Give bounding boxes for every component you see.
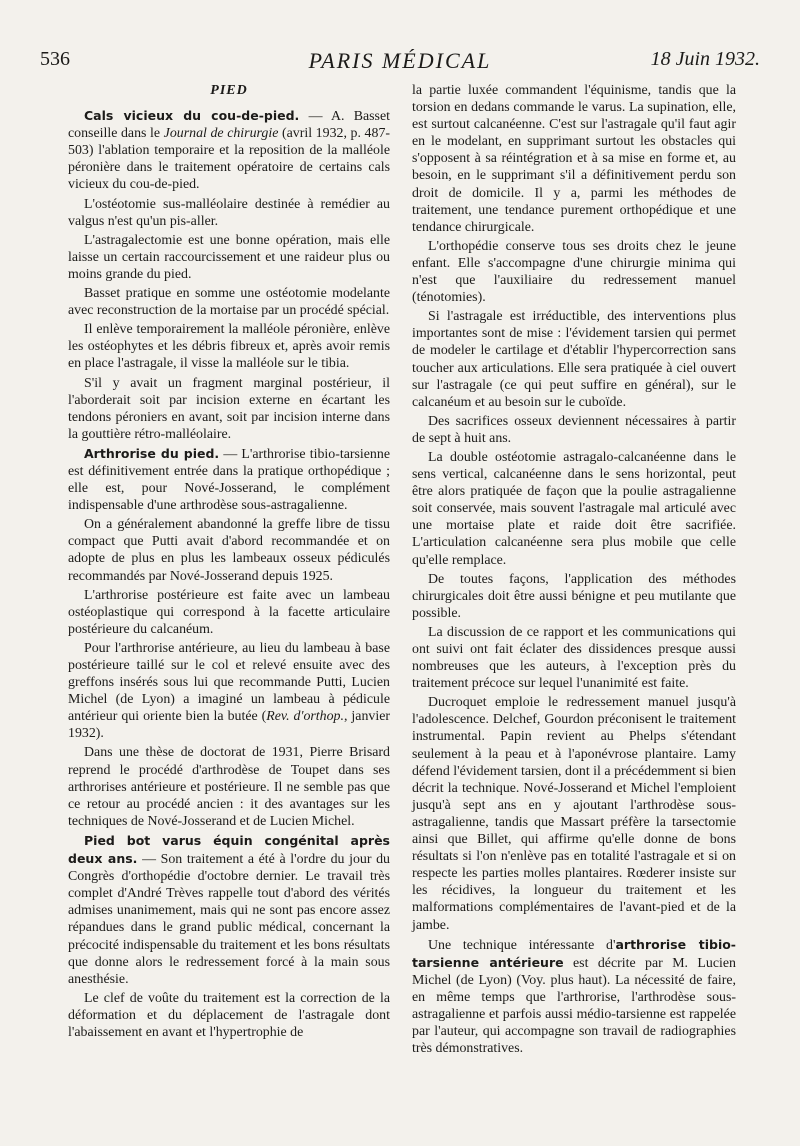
rubric-arthrorise-anterieure: arthrorise tibio-tarsienne antérieure: [412, 936, 736, 970]
paragraph: Des sacrifices osseux deviennent nécessaires à partir de sept à huit ans.: [412, 413, 736, 446]
paragraph: Dans une thèse de doctorat de 1931, Pierre Brisard reprend le procédé d'arthrodèse de Toupet dans ses arthrorises antérieure et postérieure. Il ne semble pas que ce retour au procédé ancien : it des avantages sur les techniques de Nové-Josserand et de Lucien Michel.: [68, 745, 390, 829]
paragraph: La discussion de ce rapport et les communications qui ont suivi ont fait éclater des dissidences presque aussi nombreuses que les auteurs, à l'exception près du traitement précoce sur lequel l'unanimité est faite.: [412, 624, 736, 692]
paragraph: la partie luxée commandent l'équinisme, tandis que la torsion en dedans commande le varus. La supination, elle, est surtout calcanéenne. C'est sur l'astragale qu'il faut agir en le modelant, en supprimant surtout les obstacles qui s'opposent à sa réintégration et à sa mise en forme et, au besoin, en le supprimant s'il a définitivement perdu son droit de domicile. Il y a, parmi les méthodes de traitement, une tendance purement orthopédique et une tendance chirurgicale.: [412, 83, 736, 235]
paragraph: L'ostéotomie sus-malléolaire destinée à remédier au valgus n'est qu'un pis-aller.: [68, 196, 390, 229]
paragraph: La double ostéotomie astragalo-calcanéenne dans le sens vertical, calcanéenne dans le sens horizontal, peut être alors pratiquée de façon que la poulie astragalienne soit conservée, mais souvent l'astragale mal articulé avec une mortaise plate et raide doit être sacrifiée. L'articulation calcanéenne sera plus mobile que celle qu'elle remplace.: [412, 449, 736, 568]
paragraph-text: — Son traitement a été à l'ordre du jour du Congrès d'orthopédie d'octobre dernier. Le travail très complet d'André Trèves rappelle tout d'abord des vérités admises unanimement, mais qui ne sont pas encore assez répandues dans le grand public médical, concernant la précocité indispensable du traitement et les bons résultats que donne alors le redressement forcé à la main sous anesthésie.: [68, 852, 391, 987]
paragraph-text: Pour l'arthrorise antérieure, au lieu du lambeau à base postérieure taillé sur le col et relevé ensuite avec des greffons insérés sous lui que recommande Putti, Lucien Michel (de Lyon) a imaginé un lambeau à pédicule antérieur qui oriente bien la butée (: [68, 640, 390, 725]
paragraph-text: Une technique intéressante d': [428, 937, 616, 953]
right-column: [412, 82, 736, 1057]
rubric-cals-vicieux: Cals vicieux du cou-de-pied.: [84, 108, 300, 124]
paragraph-arthrorise: [68, 445, 390, 514]
paragraph-text: — L'arthrorise tibio-tarsienne est définitivement entrée dans la pratique orthopédique ; elle est, pour Nové-Josserand, le complément indispensable d'une arthrodèse sous-astragalienne.: [68, 446, 390, 514]
rubric-pied-bot: Pied bot varus équin congénital après deux ans.: [68, 832, 390, 867]
paragraph-text: — A. Basset conseille dans le: [68, 109, 390, 142]
paragraph: Si l'astragale est irréductible, des interventions plus importantes sont de mise : l'évidement tarsien qui permet de modeler le cartilage et d'établir l'hypercorrection sans toucher aux articulations. Elle sera pratiquée à ciel ouvert sur l'astragale (ce qui peut suffire en général), sur le calcanéum et au besoin sur le cuboïde.: [412, 309, 736, 410]
paragraph-text: (avril 1932, p. 487-503) l'ablation temporaire et la reposition de la malléole péronière dans le traitement opératoire de certains cals vicieux du cou-de-pied.: [68, 126, 391, 193]
paragraph-cals-vicieux: [68, 107, 390, 193]
journal-reference: Rev. d'orthop.: [266, 709, 344, 725]
paragraph: Le clef de voûte du traitement est la correction de la déformation et du déplacement de l'astragale dont l'abaissement en avant et l'hypertrophie de: [68, 990, 390, 1040]
paragraph: L'orthopédie conserve tous ses droits chez le jeune enfant. Elle s'accompagne d'une chirurgie minima qui n'est que l'auxiliaire du redressement manuel (ténotomies).: [412, 238, 736, 306]
journal-reference: Journal de chirurgie: [163, 126, 279, 142]
paragraph: Basset pratique en somme une ostéotomie modelante avec reconstruction de la mortaise par un procédé spécial.: [68, 286, 390, 319]
paragraph: S'il y avait un fragment marginal postérieur, il l'aborderait soit par incision externe en écartant les tendons péroniers en avant, soit par incision interne dans la gouttière rétro-malléolaire.: [68, 375, 390, 442]
issue-date: 18 Juin 1932.: [650, 48, 760, 70]
paragraph: Ducroquet emploie le redressement manuel jusqu'à l'adolescence. Delchef, Gourdon préconisent le traitement instrumental. Papin revient au Phelps s'étendant seulement à la peau et à l'aponévrose plantaire. Lamy défend l'évidement tarsien, dont il a précédemment si bien décrit la technique. Nové-Josserand et Michel l'emploient jusqu'à sept ans en y ajoutant l'arthrodèse sous-astragalienne, tandis que Massart préfère la tarsectomie ainsi que Billet, qui affirme qu'elle donne de bons résultats si l'on n'enlève pas en totalité l'astragale et si on respecte les parties molles plantaires. Rœderer insiste sur les récidives, la longueur du traitement et les malformations complémentaires de l'avant-pied et de la jambe.: [412, 695, 736, 933]
paragraph-text: est décrite par M. Lucien Michel (de Lyon) (Voy. plus haut). La nécessité de faire, en même temps que l'arthrorise, l'arthrodèse sous-astragalienne et parfois aussi médio-tarsienne est rappelée par l'auteur, qui accompagne son travail de radiographies très démonstratives.: [412, 955, 736, 1057]
rubric-arthrorise: Arthrorise du pied.: [84, 445, 220, 461]
paragraph: L'arthrorise postérieure est faite avec un lambeau ostéoplastique qui correspond à la facette articulaire postérieure du calcanéum.: [68, 587, 390, 637]
paragraph: L'astragalectomie est une bonne opération, mais elle laisse un certain raccourcissement et une raideur plus ou moins grande du pied.: [68, 232, 390, 282]
left-column: [68, 82, 390, 1041]
journal-title: PARIS MÉDICAL: [308, 48, 492, 73]
paragraph-pied-bot: [68, 832, 390, 988]
paragraph-text: , janvier 1932).: [68, 709, 390, 742]
page-header: [40, 48, 760, 84]
page-number: 536: [40, 48, 70, 70]
paragraph: [68, 640, 390, 743]
paragraph: Il enlève temporairement la malléole péronière, enlève les ostéophytes et les débris fibreux et, après avoir remis en place l'astragale, il visse la malléole sur le tibia.: [68, 322, 390, 372]
paragraph: De toutes façons, l'application des méthodes chirurgicales doit être aussi bénigne et peu mutilante que possible.: [412, 571, 736, 621]
section-title: PIED: [210, 83, 248, 98]
paragraph: On a généralement abandonné la greffe libre de tissu compact que Putti avait d'abord recommandée et on adopte de plus en plus les lambeaux osseux pédiculés recommandés par Nové-Josserand depuis 1925.: [68, 517, 390, 584]
paragraph: [412, 936, 736, 1058]
